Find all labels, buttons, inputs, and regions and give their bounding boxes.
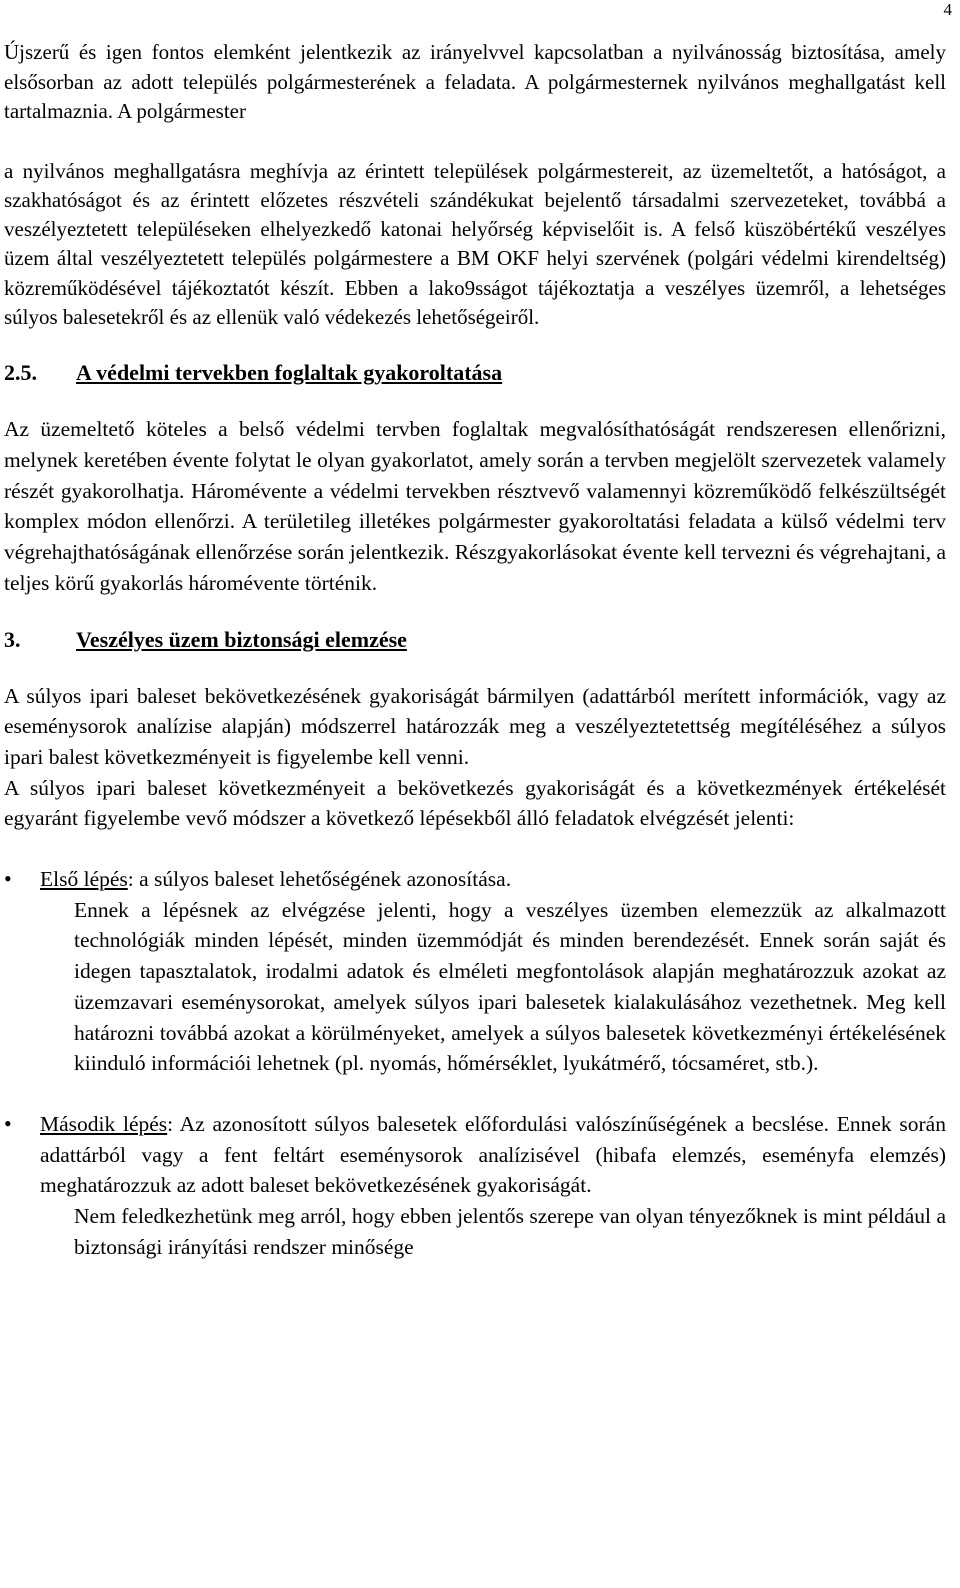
section-heading-3 — [4, 625, 946, 655]
section-heading-2-5 — [4, 358, 946, 388]
list-item-lead — [40, 1109, 946, 1201]
list-item — [4, 1109, 946, 1263]
section-number: 2.5. — [4, 360, 37, 386]
list-item-body: Ennek a lépésnek az elvégzése jelenti, hogy a veszélyes üzemben elemezzük az alkalmazott technológiák minden lépését, minden üzemmódját és minden berendezését. Ennek során saját és idegen tapasztalatok, irodalmi adatok és elméleti megfontolások alapján meghatározzuk azokat az üzemzavari eseménysorokat, amelyek súlyos ipari balesetek kialakulásához vezethetnek. Meg kell határozni továbbá azokat a körülményeket, amelyek a súlyos balesetek következményi értékelésének kiinduló információi lehetnek (pl. nyomás, hőmérséklet, lyukátmérő, tócsaméret, stb.). — [74, 897, 946, 1076]
paragraph-method: A súlyos ipari baleset következményeit a bekövetkezés gyakoriságát és a következmények értékelését egyaránt figyelembe vevő módszer a következő lépésekből álló feladatok elvégzését jelenti: — [4, 775, 946, 831]
list-item-lead — [40, 864, 946, 895]
step-summary: : Az azonosított súlyos balesetek előfordulási valószínűségének a becslése. Ennek során adattárból vagy a fent feltárt eseménysorok analízisével (hibafa elemzés, eseményfa elemzés) meghatározzuk az adott baleset bekövetkezésének gyakoriságát. — [40, 1111, 946, 1198]
step-summary: : a súlyos baleset lehetőségének azonosítása. — [127, 867, 512, 892]
paragraph-exercises: Az üzemeltető köteles a belső védelmi tervben foglaltak megvalósíthatóságát rendszeresen ellenőrizni, melynek keretében évente folytat le olyan gyakorlatot, amely során a tervben megjelölt szervezetek valamely részét gyakorolhatja. Háromévente a védelmi tervekben résztvevő valamennyi közreműködő felkészültségét komplex módon ellenőrzi. A területileg illetékes polgármester gyakoroltatási feladata a külső védelmi terv végrehajthatóságának ellenőrzése során jelentkezik. Részgyakorlásokat évente kell tervezni és végrehajtani, a teljes körű gyakorlás háromévente történik. — [4, 417, 946, 595]
paragraph-hearing: a nyilvános meghallgatásra meghívja az érintett települések polgármestereit, az üzemeltetőt, a hatóságot, a szakhatóságot és az érintett előzetes részvételi szándékukat bejelentő társadalmi szervezeteket, továbbá a veszélyeztetett településeken elhelyezkedő katonai helyőrség képviselőit is. A felső küszöbértékű veszélyes üzem által veszélyeztetett település polgármestere a BM OKF helyi szervének (polgári védelmi kirendeltség) közreműködésével tájékoztatót készít. Ebben a lako9sságot tájékoztatja a veszélyes üzemről, a lehetséges súlyos balesetekről és az ellenük való védekezés lehetőségeiről. — [4, 158, 946, 329]
section-number: 3. — [4, 626, 21, 652]
step-label: Első lépés — [40, 867, 128, 892]
list-item-body: Nem feledkezhetünk meg arról, hogy ebben jelentős szerepe van olyan tényezőknek is mint például a biztonsági irányítási rendszer minősége — [74, 1204, 946, 1259]
section-title: A védelmi tervekben foglaltak gyakoroltatása — [76, 360, 503, 386]
bullet-icon: • — [4, 1110, 12, 1136]
page-number: 4 — [943, 0, 952, 19]
document-body — [4, 38, 946, 1262]
bullet-icon: • — [4, 866, 12, 892]
section-title: Veszélyes üzem biztonsági elemzése — [76, 626, 407, 652]
step-label: Második lépés — [40, 1111, 168, 1136]
paragraph-publicity: Újszerű és igen fontos elemként jelentkezik az irányelvvel kapcsolatban a nyilvánosság biztosítása, amely elsősorban az adott település polgármesterének a feladata. A polgármesternek nyilvános meghallgatást kell tartalmaznia. A polgármester — [4, 40, 946, 123]
paragraph-frequency: A súlyos ipari baleset bekövetkezésének gyakoriságát bármilyen (adattárból merített információk, vagy az eseménysorok analízise alapján) módszerrel határozzák meg a veszélyeztetettség megítéléséhez a súlyos ipari balest következményeit is figyelembe kell venni. — [4, 683, 946, 769]
list-item — [4, 864, 946, 1079]
